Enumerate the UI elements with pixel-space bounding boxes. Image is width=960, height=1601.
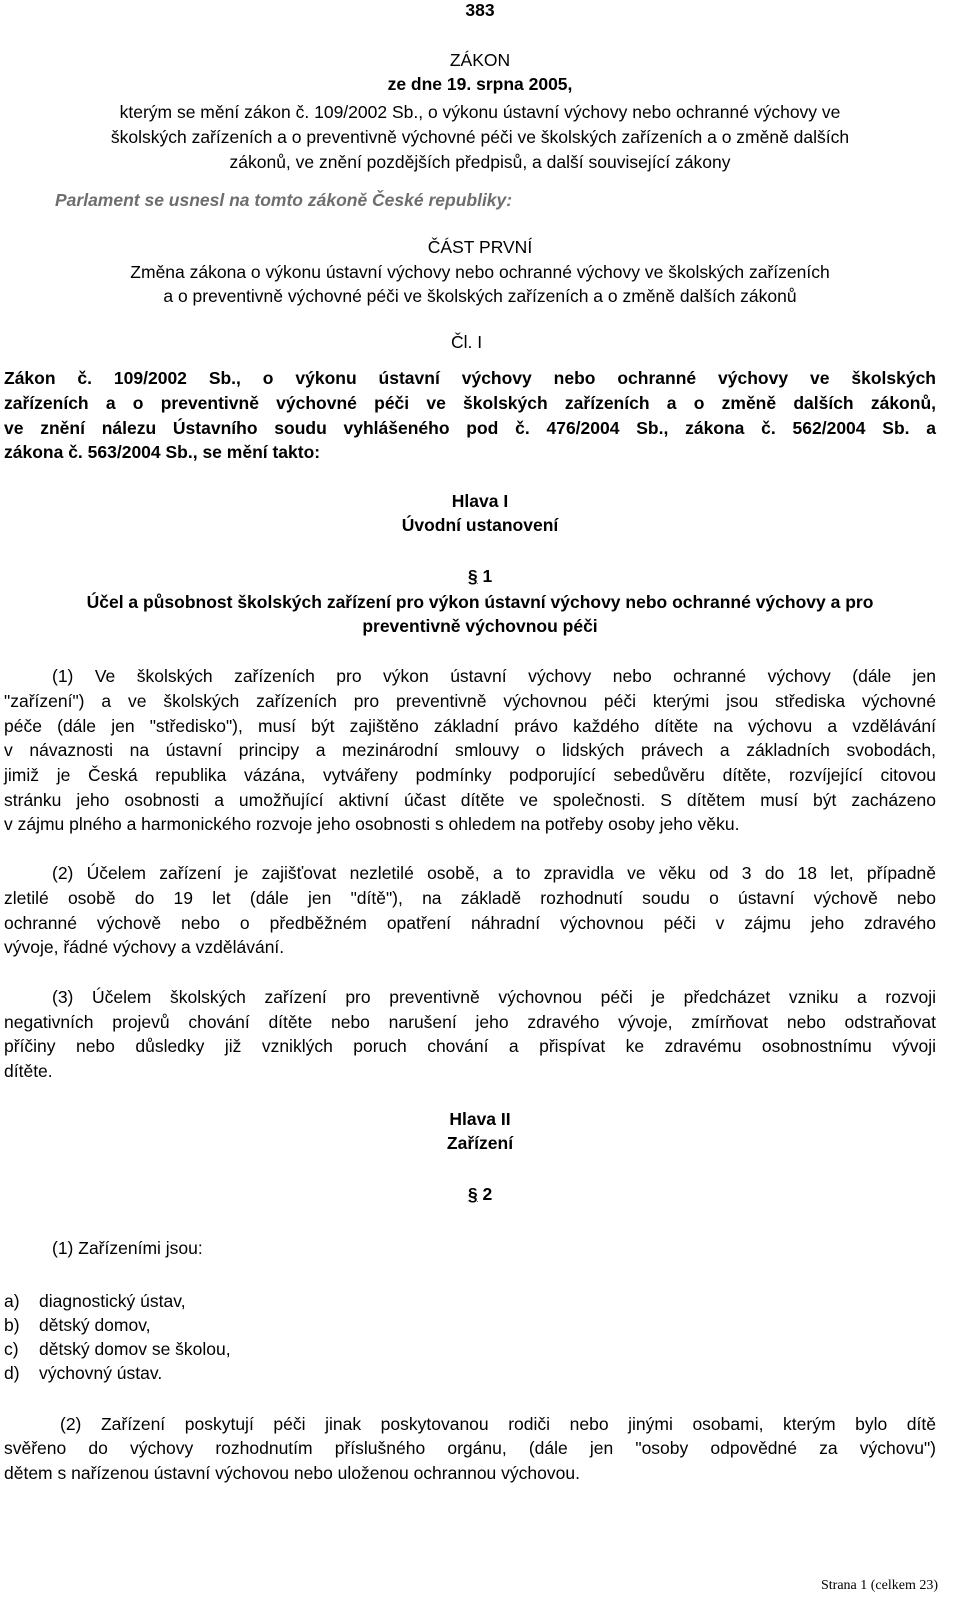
page-footer: Strana 1 (celkem 23)	[820, 1578, 938, 1593]
paragraph-line: vývoje, řádné výchovy a vzdělávání.	[4, 937, 285, 957]
paragraph-line: zletilé osobě do 19 let (dále jen "dítě"), na základě rozhodnutí soudu o ústavní výchově nebo	[4, 888, 936, 908]
page-number: 383	[465, 0, 495, 20]
article-label: Čl. I	[451, 332, 483, 352]
list-text: výchovný ústav.	[39, 1363, 163, 1383]
preamble: Parlament se usnesl na tomto zákoně České republiky:	[55, 190, 513, 210]
paragraph-line: dítěte.	[4, 1061, 53, 1081]
section-2-intro: (1) Zařízeními jsou:	[52, 1238, 203, 1258]
list-text: dětský domov se školou,	[39, 1339, 231, 1359]
section-1-title-line: preventivně výchovnou péči	[362, 616, 598, 636]
list-marker: a)	[4, 1291, 20, 1311]
section-number: 2	[482, 1184, 493, 1204]
law-title-line: školských zařízeních a o preventivně výchovné péči ve školských zařízeních a o změně dalších	[110, 127, 850, 147]
article-text-line: zařízeních a o preventivně výchovné péči ve školských zařízeních a o změně dalších zákonů,	[4, 393, 936, 413]
paragraph-line: "zařízení") a ve školských zařízeních pro preventivně výchovnou péči kterými jsou střediska výchovné	[4, 691, 936, 711]
list-marker: b)	[4, 1315, 20, 1335]
paragraph-line: jimiž je Česká republika vázána, vytvářeny podmínky podporující sebedůvěru dítěte, rozvíjející citovou	[4, 765, 936, 785]
list-item	[4, 1339, 231, 1360]
paragraph-line: stránku jeho osobnosti a umožňující aktivní účast dítěte ve společnosti. S dítětem musí být zacházeno	[4, 790, 936, 810]
section-2-heading	[0, 1184, 960, 1205]
paragraph-line: (2) Zařízení poskytují péči jinak poskytovanou rodiči nebo jinými osobami, kterým bylo dítě	[60, 1414, 936, 1434]
section-1-heading	[0, 566, 960, 587]
paragraph-line: dětem s nařízenou ústavní výchovou nebo uloženou ochrannou výchovou.	[4, 1463, 580, 1483]
list-marker: c)	[4, 1339, 19, 1359]
part-title-line: a o preventivně výchovné péči ve školských zařízeních a o změně dalších zákonů	[163, 286, 797, 306]
list-text: dětský domov,	[39, 1315, 151, 1335]
article-text-line: zákona č. 563/2004 Sb., se mění takto:	[4, 442, 321, 462]
section-sign: §	[467, 1184, 478, 1204]
law-title-line: zákonů, ve znění pozdějších předpisů, a další související zákony	[229, 152, 731, 172]
head2-title: Zařízení	[446, 1133, 514, 1153]
paragraph-line: (2) Účelem zařízení je zajišťovat nezletilé osobě, a to zpravidla ve věku od 3 do 18 let, případně	[52, 863, 936, 883]
paragraph-line: v návaznosti na ústavní principy a mezinárodní smlouvy o lidských právech a základních svobodách,	[4, 740, 936, 760]
part-label: ČÁST PRVNÍ	[427, 237, 533, 257]
section-1-title-line: Účel a působnost školských zařízení pro výkon ústavní výchovy nebo ochranné výchovy a pro	[86, 592, 874, 612]
list-item	[4, 1363, 162, 1384]
paragraph-line: (3) Účelem školských zařízení pro preventivně výchovnou péči je předcházet vzniku a rozvoji	[52, 987, 936, 1007]
law-type: ZÁKON	[449, 50, 511, 70]
article-text-line: ve znění nálezu Ústavního soudu vyhlášeného pod č. 476/2004 Sb., zákona č. 562/2004 Sb. a	[4, 418, 936, 438]
list-item	[4, 1291, 186, 1312]
section-number: 1	[482, 566, 493, 586]
paragraph-line: ochranné výchově nebo o předběžném opatření náhradní výchovnou péči v zájmu jeho zdravého	[4, 913, 936, 933]
section-sign: §	[467, 566, 478, 586]
head2-label: Hlava II	[449, 1109, 511, 1129]
paragraph-line: v zájmu plného a harmonického rozvoje jeho osobnosti s ohledem na potřeby osoby jeho věku.	[4, 814, 740, 834]
list-marker: d)	[4, 1363, 20, 1383]
list-item	[4, 1315, 151, 1336]
paragraph-line: (1) Ve školských zařízeních pro výkon ústavní výchovy nebo ochranné výchovy (dále jen	[52, 666, 936, 686]
head1-title: Úvodní ustanovení	[401, 515, 559, 535]
part-title-line: Změna zákona o výkonu ústavní výchovy nebo ochranné výchovy ve školských zařízeních	[130, 262, 830, 282]
paragraph-line: péče (dále jen "středisko"), musí být zajištěno základní právo každého dítěte na výchovu a vzdělávání	[4, 716, 936, 736]
law-date: ze dne 19. srpna 2005,	[387, 74, 573, 94]
article-text-line: Zákon č. 109/2002 Sb., o výkonu ústavní výchovy nebo ochranné výchovy ve školských	[4, 368, 936, 388]
list-text: diagnostický ústav,	[39, 1291, 186, 1311]
paragraph-line: příčiny nebo důsledky již vzniklých poruch chování a přispívat ke zdravému osobnostnímu vývoji	[4, 1036, 936, 1056]
head1-label: Hlava I	[451, 491, 509, 511]
paragraph-line: svěřeno do výchovy rozhodnutím příslušného orgánu, (dále jen "osoby odpovědné za výchovu")	[4, 1438, 936, 1458]
law-title-line: kterým se mění zákon č. 109/2002 Sb., o výkonu ústavní výchovy nebo ochranné výchovy ve	[119, 102, 841, 122]
paragraph-line: negativních projevů chování dítěte nebo narušení jeho zdravého vývoje, zmírňovat nebo odstraňovat	[4, 1012, 936, 1032]
